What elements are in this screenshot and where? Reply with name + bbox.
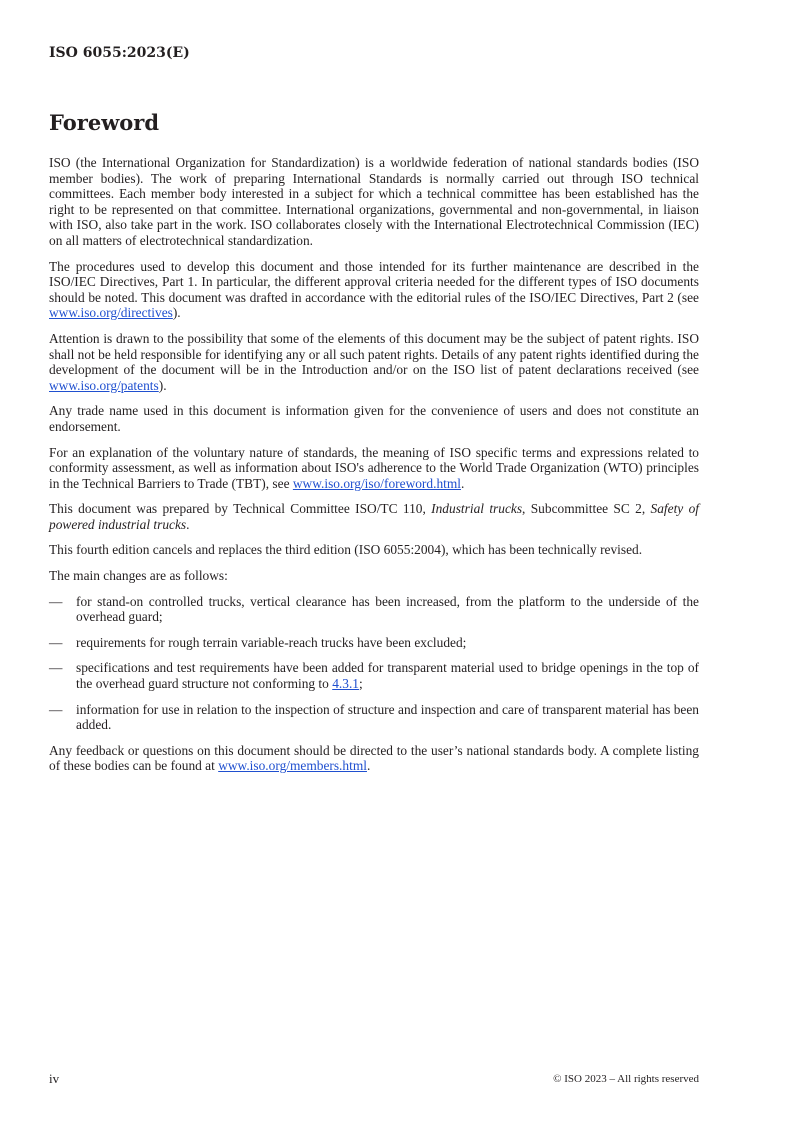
paragraph-voluntary-nature: For an explanation of the voluntary nature of standards, the meaning of ISO specific terms and expressions related to conformity assessment, as well as information about ISO's adherence to the World Trade Organization (WTO) principles in the Technical Barriers to Trade (TBT), see www.iso.org/iso/foreword.html. <box>49 444 699 491</box>
link-clause-4-3-1[interactable]: 4.3.1 <box>332 676 359 692</box>
list-item: — for stand-on controlled trucks, vertical clearance has been increased, from the platform to the underside of the overhead guard; <box>49 593 699 625</box>
paragraph-edition: This fourth edition cancels and replaces the third edition (ISO 6055:2004), which has been technically revised. <box>49 542 643 558</box>
page-title: Foreword <box>49 110 160 135</box>
dash-bullet: — <box>49 634 63 650</box>
dash-bullet: — <box>49 701 63 717</box>
paragraph-committee: This document was prepared by Technical Committee ISO/TC 110, Industrial trucks, Subcommittee SC 2, Safety of powered industrial trucks. <box>49 501 700 532</box>
link-directives[interactable]: www.iso.org/directives <box>49 305 173 321</box>
link-foreword[interactable]: www.iso.org/iso/foreword.html <box>292 475 461 491</box>
paragraph-patents: Attention is drawn to the possibility that some of the elements of this document may be the subject of patent rights. ISO shall not be held responsible for identifying any or all such patent rights. Details of any patent rights identified during the development of the document will be in the Introduction and/or on the ISO list of patent declarations received (see www.iso.org/patents). <box>49 330 699 393</box>
link-patents[interactable]: www.iso.org/patents <box>49 377 159 393</box>
changes-list <box>49 594 699 733</box>
paragraph-iso-intro: ISO (the International Organization for Standardization) is a worldwide federation of national standards bodies (ISO member bodies). The work of preparing International Standards is normally carried out through ISO technical committees. Each member body interested in a subject for which a technical committee has been established has the right to be represented on that committee. International organizations, governmental and non-governmental, in liaison with ISO, also take part in the work. ISO collaborates closely with the International Electrotechnical Commission (IEC) on all matters of electrotechnical standardization. <box>49 155 699 248</box>
foreword-body <box>49 155 699 784</box>
page-footer <box>49 1073 699 1087</box>
document-id: ISO 6055:2023(E) <box>49 45 190 61</box>
copyright-notice: © ISO 2023 – All rights reserved <box>553 1073 699 1085</box>
dash-bullet: — <box>49 593 63 609</box>
page-number: iv <box>49 1071 60 1086</box>
paragraph-trade-name: Any trade name used in this document is information given for the convenience of users and does not constitute an endorsement. <box>49 403 699 434</box>
paragraph-changes-intro: The main changes are as follows: <box>49 568 228 584</box>
paragraph-procedures: The procedures used to develop this document and those intended for its further maintenance are described in the ISO/IEC Directives, Part 1. In particular, the different approval criteria needed for the different types of ISO documents should be noted. This document was drafted in accordance with the editorial rules of the ISO/IEC Directives, Part 2 (see www.iso.org/directives). <box>49 258 699 321</box>
list-item: — requirements for rough terrain variable-reach trucks have been excluded; <box>49 634 467 650</box>
list-item: — information for use in relation to the inspection of structure and inspection and care of transparent material has been added. <box>49 701 699 733</box>
dash-bullet: — <box>49 660 63 676</box>
list-item: — specifications and test requirements have been added for transparent material used to bridge openings in the top of the overhead guard structure not conforming to 4.3.1; <box>49 660 699 692</box>
paragraph-feedback: Any feedback or questions on this document should be directed to the user’s national standards body. A complete listing of these bodies can be found at www.iso.org/members.html. <box>49 742 699 774</box>
link-members[interactable]: www.iso.org/members.html <box>218 758 367 774</box>
